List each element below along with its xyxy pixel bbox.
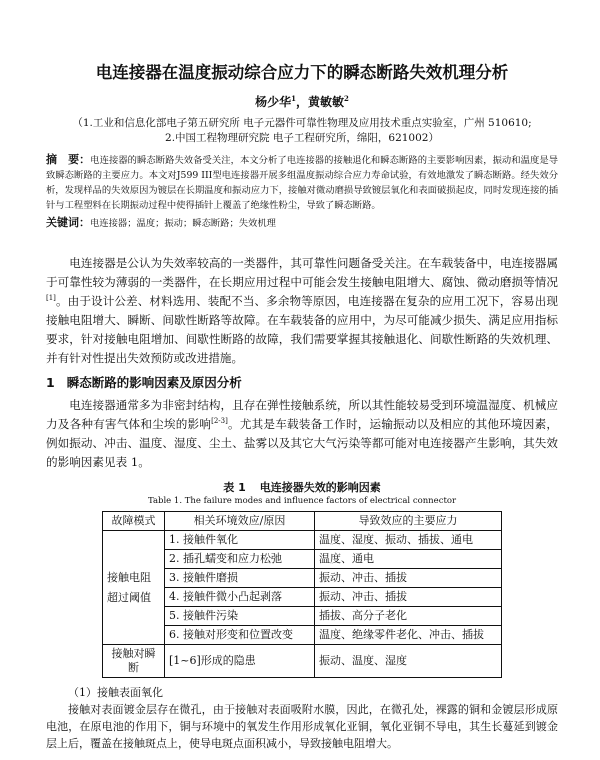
cause-cell: 5. 接触件污染 [165, 607, 315, 626]
cause-cell: 2. 插孔蠕变和应力松弛 [165, 550, 315, 569]
cause-cell: 3. 接触件磨损 [165, 569, 315, 588]
author-mark: 2 [344, 94, 349, 103]
failure-mode-cell: 接触电阻超过阈值 [103, 531, 165, 645]
paragraph-text: 。尤其是车载装备工作时，运输振动以及相应的其他环境因素，例如振动、冲击、温度、湿度、尘土、盐雾以及其它大气污染等都可能对电连接器产生影响，其失效的影响因素见表 1。 [46, 417, 558, 469]
section-heading [46, 374, 558, 392]
paragraph-text: 电连接器通常多为非密封结构，且存在弹性接触系统，所以其性能较易受到环境温湿度、机械应力及各种有害气体和尘埃的影响 [46, 398, 558, 431]
cause-cell: 6. 接触对形变和位置改变 [165, 626, 315, 645]
keywords [46, 215, 558, 232]
failure-factors-table [102, 511, 502, 678]
table-header-row [103, 512, 502, 531]
column-header: 故障模式 [103, 512, 165, 531]
author-separator: ， [295, 95, 308, 109]
body-paragraph [46, 254, 558, 368]
keywords-label: 关键词： [46, 216, 90, 229]
affiliation: （1.工业和信息化部电子第五研究所 电子元器件可靠性物理及应用技术重点实验室，广州 510610; [72, 117, 532, 129]
table-row [103, 645, 502, 678]
body-paragraph: 接触对表面镀金层存在微孔，由于接触对表面吸附水膜，因此，在微孔处，裸露的铜和金镀层形成原电池，在原电池的作用下，铜与环境中的氧发生作用形成氧化亚铜，氧化亚铜不导电，其生长蔓延到镀金层上后，覆盖在接触斑点上，使导电斑点面积减小，导致接触电阻增大。 [46, 703, 558, 750]
table-row [103, 531, 502, 550]
paragraph-text: 。由于设计公差、材料选用、装配不当、多余物等原因，电连接器在复杂的应用工况下，容易出现接触电阻增大、瞬断、间歇性断路等故障。在车载装备的应用中，为尽可能减少损失、满足应用指标要求，针对接触电阻增加、间歇性断路的故障，我们需要掌握其接触退化、间歇性断路的失效机理、并有针对性提出失效预防或改进措施。 [46, 294, 558, 365]
stress-cell: 温度、绝缘零件老化、冲击、插拔 [315, 626, 502, 645]
abstract-label: 摘 要： [46, 153, 91, 166]
authors [46, 94, 558, 110]
abstract-text: 电连接器的瞬态断路失效备受关注，本文分析了电连接器的接触退化和瞬态断路的主要影响因素，振动和温度是导致瞬态断路的主要应力。本文对J599 III型电连接器开展多组温度振动综合应力寿命试验，有效地激发了瞬态断路。经失效分析，发现样品的失效原因为镀层在长期温度和振动应力下，接触对微动磨损导致镀层氧化和表面破损起皮，同时发现连接的插针与工程塑料在长期振动过程中使得插针上覆盖了绝缘性粉尘，导致了瞬态断路。 [46, 155, 558, 211]
table-title: 电连接器失效的影响因素 [259, 481, 381, 494]
table-caption [46, 480, 558, 495]
column-header: 导致效应的主要应力 [315, 512, 502, 531]
stress-cell: 插拔、高分子老化 [315, 607, 502, 626]
paragraph-text: 电连接器是公认为失效率较高的一类器件，其可靠性问题备受关注。在车载装备中，电连接器属于可靠性较为薄弱的一类器件，在长期应用过程中可能会发生接触电阻增大、腐蚀、微动磨损等情况 [46, 256, 558, 289]
abstract [46, 152, 558, 213]
failure-mode-cell: 接触对瞬断 [103, 645, 165, 678]
column-header: 相关环境效应/原因 [165, 512, 315, 531]
paper-title: 电连接器在温度振动综合应力下的瞬态断路失效机理分析 [95, 63, 509, 82]
citation: [2-3] [211, 417, 228, 426]
body-paragraph [46, 396, 558, 472]
cause-cell: 1. 接触件氧化 [165, 531, 315, 550]
table-caption-english: Table 1. The failure modes and influence factors of electrical connector [147, 496, 457, 506]
stress-cell: 温度、通电 [315, 550, 502, 569]
stress-cell: 温度、湿度、振动、插拔、通电 [315, 531, 502, 550]
cause-cell: 4. 接触件微小凸起剥落 [165, 588, 315, 607]
stress-cell: 振动、温度、湿度 [315, 645, 502, 678]
table-label: 表 1 [223, 481, 246, 494]
cause-cell: [1~6]形成的隐患 [165, 645, 315, 678]
affiliation: 2.中国工程物理研究院 电子工程研究所，绵阳，621002） [165, 132, 439, 144]
stress-cell: 振动、冲击、插拔 [315, 569, 502, 588]
section-number: 1 [46, 375, 55, 390]
citation: [1] [46, 294, 56, 303]
stress-cell: 振动、冲击、插拔 [315, 588, 502, 607]
section-title: 瞬态断路的影响因素及原因分析 [66, 375, 242, 390]
subsection-heading: （1）接触表面氧化 [68, 686, 163, 699]
keywords-text: 电连接器；温度；振动；瞬态断路；失效机理 [90, 218, 276, 229]
author-name: 杨少华 [255, 95, 292, 109]
author-mark: 1 [291, 94, 296, 103]
author-name: 黄敏敏 [308, 95, 345, 109]
